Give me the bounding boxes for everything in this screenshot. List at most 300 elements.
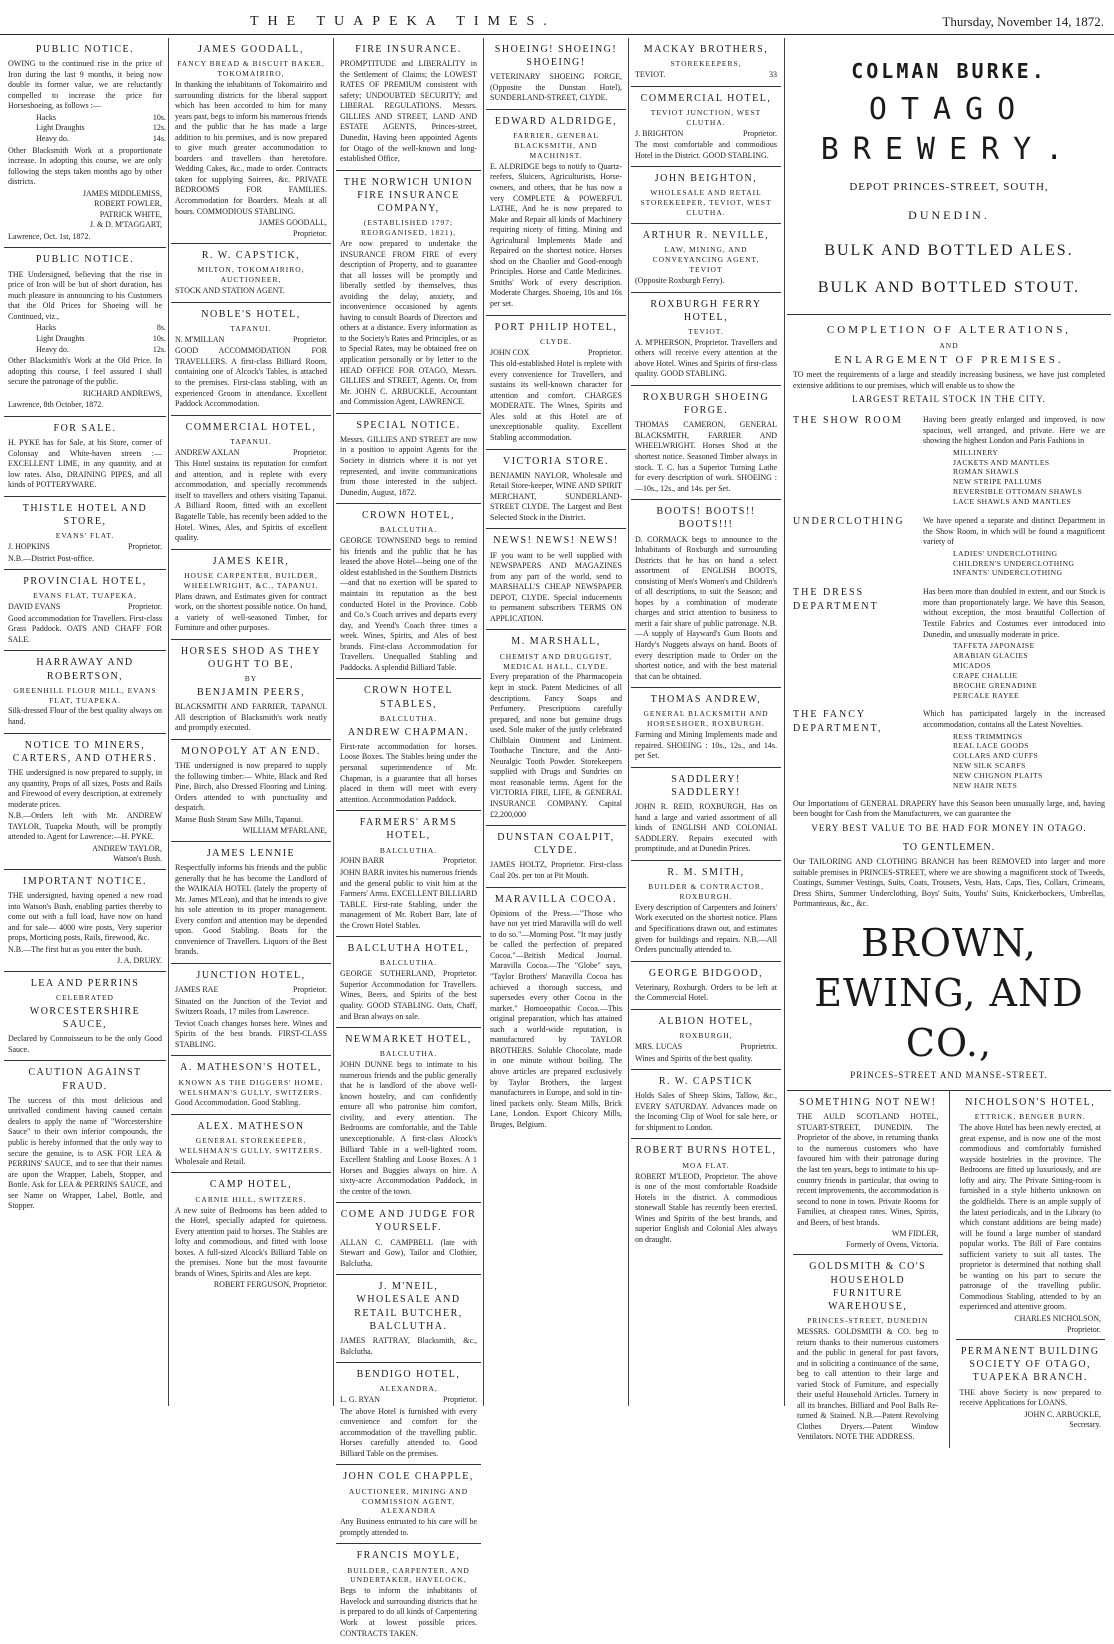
ad-heading: PUBLIC NOTICE. [35, 254, 135, 266]
ad-body: Wines and Spirits of the best quality. [635, 1053, 753, 1063]
department-item: BROCHE GRENADINE [953, 680, 1038, 690]
signatory: ANDREW TAYLOR, [92, 843, 162, 853]
ad-heading: NEWS! NEWS! NEWS! [493, 535, 619, 547]
advertisement [631, 861, 781, 962]
ad-body: Begs to inform the inhabitants of Havelock and surrounding districts that he is prepared to do all kinds of Carpentering Work at lowest possible prices. CONTRACTS TAKEN. [340, 1586, 477, 1638]
ad-body: Every description of Carpenters and Joiners' Work executed on the shortest notice. Plans and Specifications drawn out, and estimates given for buildings and repairs. N.B.—All Orders punctually attended to. [635, 902, 777, 955]
advertisement [793, 1091, 943, 1255]
firm-address: PRINCES-STREET AND MANSE-STREET. [850, 1070, 1048, 1081]
ad-heading: A. MATHESON'S HOTEL, [180, 1062, 322, 1074]
advertisement [336, 811, 481, 937]
advertisement [4, 248, 166, 416]
ad-heading: JAMES LENNIE [206, 847, 296, 859]
drapery-imports: Our Importations of GENERAL DRAPERY have this Season been unusually large, and, having been bought for Cash from the Manufacturers, we can guarantee the [793, 798, 1105, 819]
ad-heading: NICHOLSON'S HOTEL, [965, 1097, 1096, 1109]
column-4 [486, 38, 626, 1403]
ad-subheading: (ESTABLISHED 1797; REORGANISED, 1821), [360, 218, 457, 238]
advertisement [631, 768, 781, 861]
ad-body: Messrs. GILLIES AND STREET are now in a position to appoint Agents for the Society in districts where it is not yet represented, and invite communications from those interested in the subject. Dunedin, August, 1872. [340, 434, 477, 497]
ad-heading: JAMES KEIR, [212, 555, 290, 567]
ad-body: MESSRS. GOLDSMITH & CO. beg to return thanks to their numerous customers and the public in general for past favors, and in soliciting a continuance of the same, beg to call attention to their large and varied Stock of Furniture, and especially their useful Household Articles. Turnery in all its branches. Billiard and Pool Balls Re-turned & Stained. N.B.—Patent Revolving Clothes Dryers.—Patent Window Ventilators. NOTE THE ADDRESS. [797, 1327, 939, 1442]
price-value: 10s. [152, 333, 166, 343]
advertisement [631, 38, 781, 87]
advertisement [171, 416, 331, 550]
advertisement [171, 740, 331, 842]
advertisement [4, 972, 166, 1062]
proprietor-name: JAMES RAE [175, 985, 219, 995]
ad-heading: PERMANENT BUILDING SOCIETY OF OTAGO, TUAPEKA BRANCH. [960, 1346, 1100, 1384]
gentlemen-head: TO GENTLEMEN. [902, 841, 996, 853]
advertisement [336, 1544, 481, 1644]
advertisement [336, 1465, 481, 1544]
signatory: WILLIAM M'FARLANE, [242, 826, 327, 836]
ad-body: Any Business entrusted to his care will be promptly attended to. [340, 1517, 477, 1537]
advertisement [956, 1340, 1106, 1435]
ad-subheading: CARNIE HILL, SWITZERS. [195, 1194, 307, 1204]
price-list [8, 323, 166, 355]
proprietor-line [635, 70, 777, 81]
department-item: CHILDREN'S UNDERCLOTHING [953, 558, 1075, 568]
proprietor-line [8, 542, 162, 553]
ad-body: ALLAN C. CAMPBELL (late with Stewart and Gow), Tailor and Clothier, Balclutha. [340, 1237, 477, 1268]
department-list [793, 414, 1105, 791]
proprietor-name: ANDREW AXLAN [175, 447, 240, 457]
advertisement [486, 450, 626, 530]
ad-heading: J. M'NEIL, WHOLESALE AND RETAIL BUTCHER, BALCLUTHA. [354, 1281, 463, 1332]
ad-body: Declared by Connoisseurs to be the only Good Sauce. [8, 1034, 162, 1054]
ad-subheading: TAPANUI. [230, 323, 272, 333]
ad-body: First-rate accommodation for horses. Loose Boxes. The Stables being under the personal superintendence of Mr. Chapman, is a guarantee that all horses placed in them will meet with every attention. Accommodation Paddock. [340, 741, 477, 804]
ad-body: JAMES RATTRAY, Blacksmith, &c., Balclutha. [340, 1336, 477, 1356]
ad-heading: THOMAS ANDREW, [650, 694, 762, 706]
department-items [923, 448, 1105, 507]
ad-subheading: BALCLUTHA. [379, 958, 438, 968]
ad-heading: FRANCIS MOYLE, [356, 1550, 461, 1562]
ad-body: The above Hotel is furnished with every convenience and comfort for the accommodation of the travelling public. Horses carefully attended to. Good Billiard Table on the premises. [340, 1406, 477, 1458]
ad-body: Veterinary, Roxburgh. Orders to be left at the Commercial Hotel. [635, 982, 777, 1003]
department-item: JACKETS AND MANTLES [953, 457, 1050, 467]
proprietor-name: TEVIOT. [635, 70, 666, 80]
ad-subheading: LAW, MINING, AND CONVEYANCING AGENT, TEVIOT [652, 245, 760, 275]
signatory: JAMES GOODALL, [259, 218, 327, 228]
ad-subheading: BUILDER, CARPENTER, AND UNDERTAKER, HAVELOCK, [347, 1565, 470, 1585]
brewery-advertisement [787, 58, 1111, 298]
ad-footnote: Manse Bush Steam Saw Mills, Tapanui. [175, 814, 303, 824]
issue-date: Thursday, November 14, 1872. [942, 14, 1104, 29]
ad-heading: COME AND JUDGE FOR YOURSELF. [340, 1209, 477, 1234]
signatory: PATRICK WHITE, [99, 209, 162, 219]
ad-heading-2: WORCESTERSHIRE SAUCE, [29, 1005, 141, 1031]
ad-dateline: Lawrence, 8th October, 1872. [8, 400, 104, 410]
advertisement [486, 110, 626, 316]
ad-body: Good accommodation for Travellers. First-class Grass Paddock. OATS AND CHAFF FOR SALE. [8, 613, 162, 644]
price-list [8, 112, 166, 145]
ad-subheading: AUCTIONEER, MINING AND COMMISSION AGENT, ALEXANDRA [348, 1486, 469, 1516]
ad-body: E. ALDRIDGE begs to notify to Quartz-reefers, Sluicers, Agriculturists, Horse-owners, and others, that he has now a very COMPLETE & POWERFUL LATHE, And he is now prepared to Make and Repair all kinds of Machinery requiring nicety of fitting. Mining and Agricultural Implements Made and Repaired on the shortest notice. Horses shod on the Chaolier and Good-enough Principles. Horse and Cattle Medicines. Smiths' Work of every description. Moderate Charges. Shoeing, 10s and 16s per set. [490, 161, 622, 308]
ad-heading: COMMERCIAL HOTEL, [640, 92, 772, 104]
advertisement [171, 38, 331, 244]
gentlemen-text: Our TAILORING AND CLOTHING BRANCH has been REMOVED into larger and more suitable premises in PRINCES-STREET, where we are showing a magnificent stock of Tweeds, Coatings, Summer Vestings, Suits, Coats, Trousers, Vests, Hats, Caps, Ties, Collars, Crimeans, Dress Shirts, Summer Underclothing, Boys' Suits, Youths' Suits, Knickerbockers, Umbrellas, Portmanteaus, &c., &c. [793, 857, 1105, 909]
department-text: Which has participated largely in the increased accommodation, contains all the Latest Novelties. [923, 709, 1105, 729]
advertisement [631, 293, 781, 386]
ad-footnote: Teviot Coach changes horses here. Wines and Spirits of the best brands. FIRST-CLASS STABLING. [175, 1018, 327, 1049]
ad-body: Wholesale and Retail. [175, 1156, 246, 1166]
advertisement [631, 1139, 781, 1250]
ad-subheading: TEVIOT. [688, 326, 724, 336]
department-item: ARABIAN GLACIES [953, 650, 1029, 660]
ad-heading: NOBLE'S HOTEL, [201, 308, 301, 320]
ad-heading: NOTICE TO MINERS, CARTERS, AND OTHERS. [12, 739, 158, 764]
masthead [0, 0, 1114, 35]
advertisement [336, 1203, 481, 1275]
department-name: UNDERCLOTHING [793, 516, 905, 528]
ad-body: VETERINARY SHOEING FORGE, (Opposite the Dunstan Hotel), SUNDERLAND-STREET, CLYDE. [490, 72, 622, 103]
signatory: Secretary. [1069, 1420, 1101, 1430]
ad-heading: JOHN COLE CHAPPLE, [343, 1471, 474, 1483]
ad-heading: CROWN HOTEL, [362, 510, 455, 522]
advertisement [4, 497, 166, 570]
ad-body: A new suite of Bedrooms has been added to the Hotel, specially adapted for quietness. Every attention paid to horses. The Stables are lofty and commodious, and fitted with loose boxes. A full-sized Alcock's Billiard Table on the premises. None but the most favourite brands of Wines, Spirits and Ales are kept. [175, 1205, 327, 1278]
signatory: ROBERT FERGUSON, Proprietor. [213, 1280, 327, 1290]
ad-body: THE undersigned, having opened a new road into Watson's Bush, enabling parties thereby to come out with a full load, have now on hand and for sale— 4000 wire posts, Very superior props, Morticing posts, Rails, firewood, &c. [8, 891, 162, 943]
ad-body: Opinions of the Press.—"Those who have not yet tried Maravilla will do well to do so."—Morning Post. "It may justly be called the perfection of prepared Cocoa."—British Medical Journal. Maravilla Cocoa.—The "Globe" says, "Taylor Brothers' Maravilla Cocoa has achieved a thorough success, and supersedes every other Cocoa in the market." Homoeopathic Cocoa.—This original preparation, which has attained such a world-wide reputation, is manufactured by TAYLOR BROTHERS. Soluble Chocolate, made in one minute without boiling. The above articles are prepared exclusively by Taylor Brothers, the largest manufacturers in Europe, and sold in tin-lined packets only. Steam Mills, Brick Lane, London. Export Chicory Mills, Bruges, Belgium. [490, 908, 622, 1129]
brewery-name: OTAGO BREWERY. [820, 92, 1078, 167]
ad-body: Good Accommodation. Good Stabling. [175, 1098, 301, 1108]
ad-heading: ALEX. MATHESON [197, 1120, 305, 1132]
advertisement [336, 38, 481, 171]
advertisement [486, 888, 626, 1136]
ad-heading: DUNSTAN COALPIT, CLYDE. [497, 832, 615, 857]
advertisement [4, 651, 166, 733]
signatory: Watson's Bush. [113, 854, 162, 864]
department-item: LACE SHAWLS AND MANTLES [953, 497, 1072, 507]
advertisement [171, 550, 331, 640]
ad-subheading: PRINCES-STREET, DUNEDIN [807, 1316, 929, 1326]
advertisement [486, 529, 626, 630]
ad-heading: VICTORIA STORE. [502, 455, 610, 467]
proprietor-title: Proprietor. [293, 334, 327, 344]
department-item: REAL LACE GOODS [953, 741, 1029, 751]
advertisement [336, 504, 481, 679]
price-value: 12s. [152, 344, 166, 354]
ad-heading: SADDLERY! SADDLERY! [671, 773, 741, 798]
ad-heading: M. MARSHALL, [511, 636, 601, 648]
advertisement [336, 171, 481, 414]
signatory: RICHARD ANDREWS, [82, 388, 162, 398]
signatory: JOHN C. ARBUCKLE, [1024, 1409, 1101, 1419]
ad-heading: R. W. CAPSTICK [658, 1076, 754, 1088]
price-value: 14s. [152, 134, 166, 144]
proprietor-name: MRS. LUCAS [635, 1041, 683, 1051]
ad-body: GOOD ACCOMMODATION FOR TRAVELLERS. A first-class Billiard Room, containing one of Alcock's Tables, is attached to the premises. First-class stabling, with an experienced Groom in attendance. Excellent Paddock Accommodation. [175, 346, 327, 409]
advertisement [171, 1056, 331, 1115]
proprietor-line [175, 335, 327, 346]
ad-body: GEORGE SUTHERLAND, Proprietor. Superior Accommodation for Travellers. Wines, Beers, and Spirits of the best quality. GOOD STABLING. Oats, Chaff, and Bran always on sale. [340, 969, 477, 1021]
column-2 [171, 38, 331, 1403]
column-6-wide [787, 38, 1111, 1442]
ad-footnote: N.B.—The first hut as you enter the bush. [8, 944, 143, 954]
proprietor-title: Proprietor. [128, 541, 162, 551]
ad-body: THE AULD SCOTLAND HOTEL, STUART-STREET, DUNEDIN. The Proprietor of the above, in returning thanks to the numerous customers who have favoured him with their patronage during the last ten years, begs to intimate to his up-country friends in particular, that owing to recent improvements, the accommodation is second to none in town. Private Rooms for Families, at cheapest rates. Wines, Spirits, and Beers, of best brands. [797, 1112, 939, 1227]
bottom-split [787, 1090, 1111, 1448]
ad-heading: BALCLUTHA HOTEL, [347, 943, 470, 955]
department-block [793, 586, 1105, 700]
department-body [923, 586, 1105, 700]
ad-subheading: BUILDER & CONTRACTOR, ROXBURGH. [648, 882, 764, 901]
ad-subheading: BALCLUTHA. [379, 525, 438, 535]
ad-heading: IMPORTANT NOTICE. [23, 875, 147, 887]
proprietor-title: Proprietrix. [740, 1041, 777, 1051]
ad-body: A. M'PHERSON, Proprietor. Travellers and others will receive every attention at the above Hotel. Wines and Spirits of first-class quality. GOOD STABLING. [635, 337, 777, 379]
department-item: LADIES' UNDERCLOTHING [953, 548, 1058, 558]
ad-body: In thanking the inhabitants of Tokomairiro and surrounding districts for the liberal support which has been accorded to him for many years past, begs to inform his numerous friends and the public that he has made a large addition to his premises, and is now prepared to give much greater accommodation to boarders and travellers than heretofore. Wedding Cakes, &c., made to order. Contracts taken for supplying Soirees, &c. PRIVATE BEDROOMS FOR FAMILIES. Accommodation for Boarders. Meals at all hours. COMMODIOUS STABLING. [175, 79, 327, 216]
ad-body: (Opposite Roxburgh Ferry). [635, 275, 725, 285]
proprietor-title: Proprietor. [743, 128, 777, 138]
ad-body: D. CORMACK begs to announce to the Inhabitants of Roxburgh and surrounding Districts that he has on hand a select assortment of ENGLISH BOOTS, consisting of Men's Women's and Children's of all descriptions, to suit the Season; and hopes by a combination of moderate charges and strict attention to business to merit a fair share of public patronage. N.B.—A supply of Hayward's Gum Boots and Hardy's Nuggets always on hand. Boots of every description made to Order on the shortest notice, and with the best material that can be obtained. [635, 534, 777, 681]
department-items [923, 549, 1105, 579]
proprietor-name: DAVID EVANS [8, 602, 61, 612]
ad-body: THE above Society is now prepared to receive Applications for LOANS. [959, 1387, 1101, 1408]
ad-body: BLACKSMITH AND FARRIER, TAPANUI. All description of Blacksmith's work neatly and promptly executed. [175, 702, 327, 733]
ad-body: N.B.—District Post-office. [8, 553, 95, 563]
ad-body: JAMES HOLTZ, Proprietor. First-class Coal 20s. per ton at Pit Mouth. [490, 860, 622, 881]
department-name: THE FANCY DEPARTMENT, [793, 709, 883, 734]
ad-heading: JUNCTION HOTEL, [196, 969, 306, 981]
ad-heading: FARMERS' ARMS HOTEL, [359, 817, 458, 842]
advertisement [631, 688, 781, 768]
ad-heading: ROBERT BURNS HOTEL, [635, 1145, 777, 1157]
ad-heading: ARTHUR R. NEVILLE, [642, 230, 770, 242]
advertisement [4, 38, 166, 248]
ad-heading: MACKAY BROTHERS, [643, 44, 769, 55]
ad-body: ROBERT M'LEOD, Proprietor. The above is one of the most comfortable Roadside Hotels in the district. A commodious stonewall Stable has recently been erected. Wines and Spirits of the best brands, and superior English and Colonial Ales always on draught. [635, 1171, 777, 1244]
advertisement [631, 224, 781, 292]
advertisement [486, 630, 626, 826]
ad-body: BENJAMIN NAYLOR, Wholesale and Retail Store-keeper, WINE AND SPIRIT MERCHANT, SUNDERLAND-STREET CLYDE. The Largest and Best Selected Stock in the District. [490, 470, 622, 522]
ad-subheading: STOREKEEPERS, [670, 59, 742, 69]
advertisement [4, 734, 166, 870]
ad-body: Farming and Mining Implements made and repaired. SHOEING : 10s., 12s., and 14s. per Set. [635, 730, 777, 761]
ad-heading: NEWMARKET HOTEL, [345, 1034, 472, 1046]
ad-heading: MONOPOLY AT AN END. [181, 745, 321, 757]
advertisement [4, 1061, 166, 1216]
proprietor-name: L. G. RYAN [340, 1395, 381, 1405]
proprietor-line [635, 1042, 777, 1053]
proprietor-line [340, 1395, 477, 1406]
ad-heading: ROXBURGH SHOEING FORGE. [642, 391, 770, 417]
price-item: Hacks [36, 323, 56, 333]
ad-heading: ROXBURGH FERRY HOTEL, [650, 298, 762, 323]
department-body [923, 708, 1105, 790]
ad-body: PROMPTITUDE and LIBERALITY in the Settlement of Claims; the LOWEST RATES OF PREMIUM consistent with safety; UNDOUBTED SECURITY; and LIBERAL REGULATIONS. Messrs. GILLIES AND STREET, LAND AND ESTATE AGENTS, Princes-street, Dunedin, Having been appointed Agents for Otago of the well-known and long-established Office, [340, 59, 477, 164]
ad-subheading: FANCY BREAD & BISCUIT BAKER, TOKOMAIRIRO, [177, 59, 325, 79]
ad-body: Every preparation of the Pharmacopeia kept in stock. Patent Medicines of all descriptions. Fancy Soaps and Perfumery. Prescriptions carefully prepared, and none but genuine drugs used. Sole maker of the justly celebrated Chilblain Ointment and Liniment. Toothache Tincture, and the Anti-Neuralgic Tooth Powder. Storekeepers supplied with Drugs and Sundries on most reasonable terms. Agent for the VICTORIA FIRE, LIFE, & GENERAL INSURANCE COMPANY. Capital £2,200,000 [490, 672, 622, 819]
proprietor-line [8, 602, 162, 613]
ad-body: Are now prepared to undertake the INSURANCE FROM FIRE of every description of Property, and to guarantee that all losses will be promptly and liberally settled by themselves, thus avoiding the delay, anxiety, and inconvenience occasioned by agents having to consult Boards of Directors and others at a distance. Every information as to the Society's Rates and Principles, or as to Special Rates, may be obtained free on application personally or by letter to the HEAD OFFICE FOR OTAGO, Messrs. GILLIES and STREET, Agents. Or, from Mr. JOHN C. ARBUCKLE, Accountant and Commission Agent, LAWRENCE. [340, 239, 477, 407]
advertisement [336, 1363, 481, 1465]
newspaper-title: THE TUAPEKA TIMES. [250, 14, 556, 29]
signatory: JAMES MIDDLEMISS, [82, 188, 162, 198]
advertisement [171, 303, 331, 416]
brewery-city: DUNEDIN. [908, 208, 990, 223]
column-1 [4, 38, 166, 1403]
advertisement [171, 842, 331, 964]
ad-heading: GEORGE BIDGOOD, [648, 967, 764, 979]
ad-subheading: BY [244, 674, 258, 684]
ad-heading: CAUTION AGAINST FRAUD. [28, 1067, 142, 1092]
price-item: Light Draughts [36, 123, 85, 133]
signatory: Formerly of Ovens, Victoria. [846, 1239, 939, 1249]
department-item: NEW HAIR NETS [953, 780, 1018, 790]
ad-heading: GOLDSMITH & CO'S HOUSEHOLD FURNITURE WAREHOUSE, [809, 1261, 927, 1312]
drapery-head-1: COMPLETION OF ALTERATIONS, [826, 324, 1072, 337]
department-body [923, 414, 1105, 507]
ad-dateline: Lawrence, Oct. 1st, 1872. [8, 231, 91, 241]
department-name: THE DRESS DEPARTMENT [793, 587, 879, 612]
price-row [36, 323, 166, 334]
proprietor-title: Proprietor. [293, 985, 327, 995]
department-block [793, 414, 1105, 507]
advertisement [171, 640, 331, 740]
price-item: Light Draughts [36, 333, 85, 343]
advertisement [631, 1070, 781, 1139]
advertisement [631, 87, 781, 168]
department-item: COLLARS AND CUFFS [953, 751, 1039, 761]
proprietor-name: J. BRIGHTON [635, 128, 684, 138]
price-row [36, 123, 166, 134]
ad-footnote: Other Blacksmith's Work at the Old Price. In adopting this course, I feel assured I shall secure the patronage of the public. [8, 356, 162, 387]
ad-footnote: N.B.—Orders left with Mr. ANDREW TAYLOR, Tuapeka Mouth, will be promptly attended to. Agent for Lawrence:—H. PYKE. [8, 811, 162, 842]
ad-heading: HORSES SHOD AS THEY OUGHT TO BE, [180, 645, 322, 670]
ad-body: THOMAS CAMERON, GENERAL BLACKSMITH, FARRIER AND WHEELWRIGHT. Horses Shod at the shortest notice. Seasoned Timber always in stock. T. C. has a Superior Turning Lathe for every description of work. SHOEING :—10s., 12s., and 14s. per Set. [635, 420, 777, 493]
advertisement [631, 962, 781, 1010]
advertisement [171, 1173, 331, 1294]
ad-subheading: FARRIER, GENERAL BLACKSMITH, AND MACHINIST. [513, 131, 599, 160]
advertisement [486, 38, 626, 110]
advertisement [631, 167, 781, 224]
ad-heading: PUBLIC NOTICE. [35, 44, 135, 55]
advertisement [4, 870, 166, 972]
ad-subheading: HOUSE CARPENTER, BUILDER, WHEELWRIGHT, &C., TAPANUI. [183, 570, 319, 590]
drapery-value: VERY BEST VALUE TO BE HAD FOR MONEY IN OTAGO. [811, 822, 1087, 833]
advertisement [486, 316, 626, 450]
signatory: J. & D. M'TAGGART, [89, 220, 162, 230]
proprietor-title: Proprietor. [128, 602, 162, 612]
ad-subheading: ETTRICK, BENGER BURN. [974, 1112, 1086, 1122]
ad-heading: R. W. CAPSTICK, [201, 250, 301, 262]
ad-body: H. PYKE has for Sale, at his Store, corner of Colonsay and White-haven streets :— EXCELLENT LIME, in any quantity, and at low rates. Also, DRAINING PIPES, and all kinds of POTTERYWARE. [8, 437, 162, 490]
advertisement [336, 937, 481, 1028]
ad-heading: SPECIAL NOTICE. [356, 419, 461, 431]
ad-heading-2: BENJAMIN PEERS, [196, 687, 306, 699]
brewery-ales: BULK AND BOTTLED ALES. [824, 241, 1074, 259]
signatory: WM FIDLER, [891, 1229, 939, 1239]
department-item: NEW SILK SCARFS [953, 761, 1026, 771]
ad-body: The most comfortable and commodious Hotel in the District. GOOD STABLING. [635, 140, 777, 160]
ad-subheading: CLYDE. [539, 336, 573, 346]
signatory: Proprietor. [1067, 1324, 1101, 1334]
ad-subheading: ALEXANDRA, [379, 1384, 438, 1394]
ad-heading: JAMES GOODALL, [198, 44, 304, 55]
ad-body: JOHN R. REID, ROXBURGH, Has on hand a large and varied assortment of all kinds of ENGLISH AND COLONIAL SADDLERY. Repairs executed with promptitude, and at Dunedin Prices. [635, 802, 777, 854]
proprietor-title: Proprietor. [588, 347, 622, 357]
advertisement [336, 414, 481, 504]
ad-heading: LEA AND PERRINS [30, 977, 140, 989]
ad-heading: JOHN BEIGHTON, [654, 173, 758, 185]
drapery-stock: LARGEST RETAIL STOCK IN THE CITY. [852, 394, 1046, 405]
advertisement [793, 1255, 943, 1448]
ad-body: This Hotel sustains its reputation for comfort and attention, and is replete with every accommodation, and specially recommends itself to travellers and others visiting Tapanui. A Billiard Room, fitted with an excellent Bagatelle Table, has recently been added to the Hotel. Wines, Ales, and Spirits of excellent quality. [175, 459, 327, 543]
signatory: Proprietor. [293, 228, 327, 238]
ad-heading: THE NORWICH UNION FIRE INSURANCE COMPANY, [343, 176, 474, 215]
ad-heading: COMMERCIAL HOTEL, [185, 421, 317, 433]
ad-heading: FIRE INSURANCE. [355, 44, 462, 55]
ad-body: Respectfully informs his friends and the public generally that he has become the Landlord of the WAIKAIA HOTEL (lately the property of Mr. James M'Lean), and that he intends to give his sole attention to its proper management. Every comfort and attention may be depended upon. Good Stabling. Boats for the convenience of Travellers. Liquors of the Best brands. [175, 863, 327, 957]
ad-subheading: BALCLUTHA. [379, 845, 438, 855]
proprietor-name: JOHN BARR [340, 856, 385, 866]
department-text: We have opened a separate and distinct Department in the Show Room, in which will be found a magnificent variety of [923, 516, 1105, 547]
ad-subheading: GENERAL STOREKEEPER, WELSHMAN'S GULLY, SWITZERS. [179, 1136, 323, 1156]
ad-body: JOHN DUNNE begs to intimate to his numerous friends and the public generally that he is landlord of the above well-known hostelry, and can confidently ensure all who patronise him comfort, civility, and every attention. The Bedrooms are comfortable, and the Table unexceptionable. A first-class Alcock's Billiard Table in a well-lighted room. Excellent Stabling and Loose Boxes. A 1 Horses and Buggies always on hire. A sixty-acre Accommodation Paddock, in the centre of the town. [340, 1060, 477, 1196]
price-row [36, 345, 166, 356]
ad-body: Holds Sales of Sheep Skins, Tallow, &c., EVERY SATURDAY. Advances made on the Incoming Clip of Wool for sale here, or for shipment to London. [635, 1091, 777, 1132]
price-value: 10s. [152, 112, 166, 122]
ad-heading: FOR SALE. [53, 422, 117, 434]
advertisement [336, 1275, 481, 1363]
ad-subheading: CELEBRATED [56, 993, 114, 1003]
ad-heading: CROWN HOTEL STABLES, [364, 685, 453, 710]
proprietor-name: N. M'MILLAN [175, 334, 225, 344]
price-row [36, 113, 166, 124]
advertisement [171, 244, 331, 303]
proprietor-line [340, 856, 477, 867]
ad-heading: PORT PHILIP HOTEL, [494, 321, 618, 333]
ad-subheading: TAPANUI. [230, 436, 272, 446]
department-item: MILLINERY [953, 447, 999, 457]
ad-body: JOHN BARR invites his numerous friends and the general public to visit him at the Farmers' Arms. EXCELLENT BILLIARD TABLE. First-rate Stabling, under the management of Mr. Robert Barr, late of the Crown Hotel Stables. [340, 867, 477, 930]
price-item: Heavy do. [36, 344, 69, 354]
price-row [36, 334, 166, 345]
ad-heading: HARRAWAY AND ROBERTSON, [36, 657, 134, 682]
ad-subheading: MILTON, TOKOMAIRIRO, AUCTIONEER, [197, 265, 305, 285]
ad-subheading: MOA FLAT. [682, 1160, 730, 1170]
department-body [923, 515, 1105, 578]
advertisement [631, 386, 781, 500]
proprietor-line [175, 448, 327, 459]
department-item: MICADOS [953, 660, 992, 670]
ad-subheading: BALCLUTHA. [379, 713, 438, 723]
department-item: NEW STRIPE PALLUMS [953, 477, 1043, 487]
ad-subheading: WHOLESALE AND RETAIL STOREKEEPER, TEVIOT, WEST CLUTHA. [640, 188, 772, 218]
signatory: ROBERT FOWLER, [94, 199, 162, 209]
ad-body: Silk-dressed Flour of the best quality always on hand. [8, 706, 162, 727]
ad-body: THE undersigned is now prepared to supply the following timber:— White, Black and Red Pine, Birch, also Dressed Flooring and Lining. Orders attended to with punctuality and despatch. [175, 761, 327, 813]
proprietor-line [175, 985, 327, 996]
advertisement [631, 1010, 781, 1070]
department-item: ROMAN SHAWLS [953, 467, 1020, 477]
proprietor-title: Proprietor. [443, 856, 477, 866]
ad-footnote: Other Blacksmith Work at a proportionate increase. In adopting this course, we are only following the steps taken months ago by other districts. [8, 145, 162, 187]
column-5 [631, 38, 781, 1403]
ad-heading: THISTLE HOTEL AND STORE, [22, 502, 148, 527]
price-item: Heavy do. [36, 134, 69, 144]
proprietor-title: 33 [769, 70, 777, 80]
advertisement [336, 1028, 481, 1203]
proprietor-title: Proprietor. [293, 447, 327, 457]
department-item: CRAPE CHALLIE [953, 670, 1018, 680]
price-value: 8s. [156, 323, 166, 333]
advertisement [171, 1115, 331, 1174]
